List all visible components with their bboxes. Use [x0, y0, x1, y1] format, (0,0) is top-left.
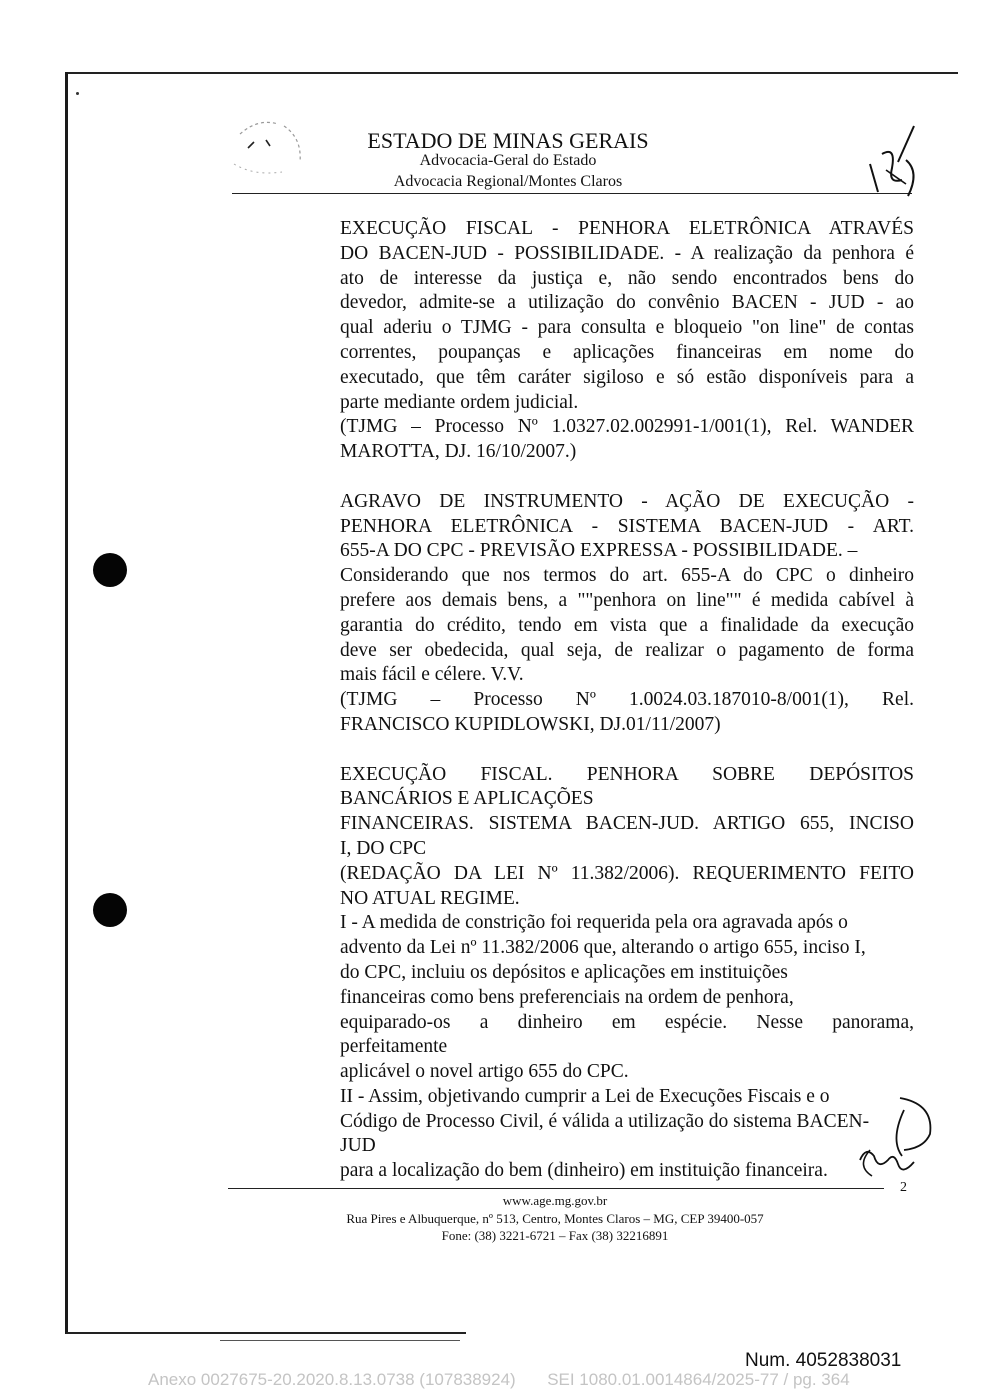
footer-address: Rua Pires e Albuquerque, nº 513, Centro, Montes Claros – MG, CEP 39400-057 — [346, 1211, 764, 1226]
text-line: financeiras como bens preferenciais na ordem de penhora, — [340, 986, 794, 1008]
text-line: EXECUÇÃO FISCAL - PENHORA ELETRÔNICA ATRAVÉS — [340, 218, 914, 239]
text-line: I, DO CPC — [340, 837, 427, 859]
header-rule — [232, 193, 912, 194]
text-line: equiparado-os a dinheiro em espécie. Nesse panorama, — [340, 1011, 914, 1033]
footer-rule — [228, 1188, 884, 1189]
text-line: Código de Processo Civil, é válida a utilização do sistema BACEN- — [340, 1110, 870, 1132]
footer-website: www.age.mg.gov.br — [502, 1193, 608, 1208]
annex-stamp — [148, 1370, 850, 1390]
text-line: (REDAÇÃO DA LEI Nº 11.382/2006). REQUERIMENTO FEITO — [340, 862, 914, 884]
case-summary-3 — [340, 763, 914, 1185]
text-line: 655-A DO CPC - PREVISÃO EXPRESSA - POSSIBILIDADE. – — [340, 540, 858, 562]
document-number-stamp: Num. 4052838031 — [745, 1350, 902, 1371]
text-line: FINANCEIRAS. SISTEMA BACEN-JUD. ARTIGO 655, INCISO — [340, 813, 914, 835]
case-summary-2 — [340, 490, 914, 738]
text-line: para a localização do bem (dinheiro) em instituição financeira. — [340, 1160, 828, 1182]
text-line: executado, que têm caráter sigiloso e só estão disponíveis para a — [340, 366, 914, 388]
text-line: correntes, poupanças e aplicações financeiras em nome do — [340, 341, 914, 363]
annex-reference: Anexo 0027675-20.2020.8.13.0738 (107838924) — [148, 1370, 516, 1389]
footer-phone: Fone: (38) 3221-6721 – Fax (38) 32216891 — [441, 1228, 669, 1243]
text-line: parte mediante ordem judicial. — [340, 391, 579, 413]
text-line: MAROTTA, DJ. 16/10/2007.) — [340, 441, 577, 463]
text-line: prefere aos demais bens, a ""penhora on line"" é medida cabível à — [340, 589, 914, 611]
handwritten-signature — [850, 1090, 940, 1190]
text-line: aplicável o novel artigo 655 do CPC. — [340, 1061, 629, 1083]
page-frame-top-edge — [66, 72, 958, 74]
page-frame-bottom-line — [220, 1340, 460, 1341]
text-line: deve ser obedecida, qual seja, de realizar o pagamento de forma — [340, 639, 914, 661]
page-number: 2 — [900, 1180, 907, 1195]
handwritten-folio-mark — [862, 124, 924, 200]
text-line: (TJMG – Processo Nº 1.0327.02.002991-1/001(1), Rel. WANDER — [340, 416, 914, 438]
text-line: DO BACEN-JUD - POSSIBILIDADE. - A realização da penhora é — [340, 242, 914, 264]
text-line: advento da Lei nº 11.382/2006 que, alterando o artigo 655, inciso I, — [340, 937, 866, 959]
text-line: EXECUÇÃO FISCAL. PENHORA SOBRE DEPÓSITOS — [340, 763, 914, 785]
text-line: mais fácil e célere. V.V. — [340, 664, 524, 686]
text-line: (TJMG – Processo Nº 1.0024.03.187010-8/001(1), Rel. — [340, 689, 914, 711]
text-line: ato de interesse da justiça e, não sendo encontrados bens do — [340, 267, 914, 289]
document-body — [340, 217, 914, 1184]
case-summary-1 — [340, 217, 914, 465]
text-line: devedor, admite-se a utilização do convênio BACEN - JUD - ao — [340, 292, 914, 314]
text-line: FRANCISCO KUPIDLOWSKI, DJ.01/11/2007) — [340, 713, 721, 735]
text-line: I - A medida de constrição foi requerida pela ora agravada após o — [340, 912, 848, 934]
text-line: perfeitamente — [340, 1036, 448, 1058]
text-line: II - Assim, objetivando cumprir a Lei de Execuções Fiscais e o — [340, 1085, 830, 1107]
punch-hole — [93, 553, 127, 587]
punch-hole — [93, 893, 127, 927]
header-subtitle-agency: Advocacia-Geral do Estado — [419, 152, 597, 169]
sei-reference: SEI 1080.01.0014864/2025-77 / pg. 364 — [547, 1370, 850, 1389]
page-frame-left-edge — [65, 72, 68, 1334]
header-title: ESTADO DE MINAS GERAIS — [367, 128, 649, 153]
text-line: JUD — [340, 1135, 376, 1157]
text-line: BANCÁRIOS E APLICAÇÕES — [340, 788, 594, 810]
text-line: garantia do crédito, tendo em vista que a finalidade da execução — [340, 614, 914, 636]
text-line: AGRAVO DE INSTRUMENTO - AÇÃO DE EXECUÇÃO - — [340, 490, 914, 512]
text-line: Considerando que nos termos do art. 655-A do CPC o dinheiro — [340, 565, 914, 587]
text-line: do CPC, incluiu os depósitos e aplicações em instituições — [340, 961, 788, 983]
page-frame-bottom-edge — [66, 1332, 466, 1334]
scan-speck — [76, 92, 79, 95]
text-line: NO ATUAL REGIME. — [340, 887, 520, 909]
text-line: qual aderiu o TJMG - para consulta e bloqueio "on line" de contas — [340, 317, 914, 339]
header-subtitle-regional: Advocacia Regional/Montes Claros — [393, 173, 623, 190]
text-line: PENHORA ELETRÔNICA - SISTEMA BACEN-JUD - ART. — [340, 515, 914, 537]
